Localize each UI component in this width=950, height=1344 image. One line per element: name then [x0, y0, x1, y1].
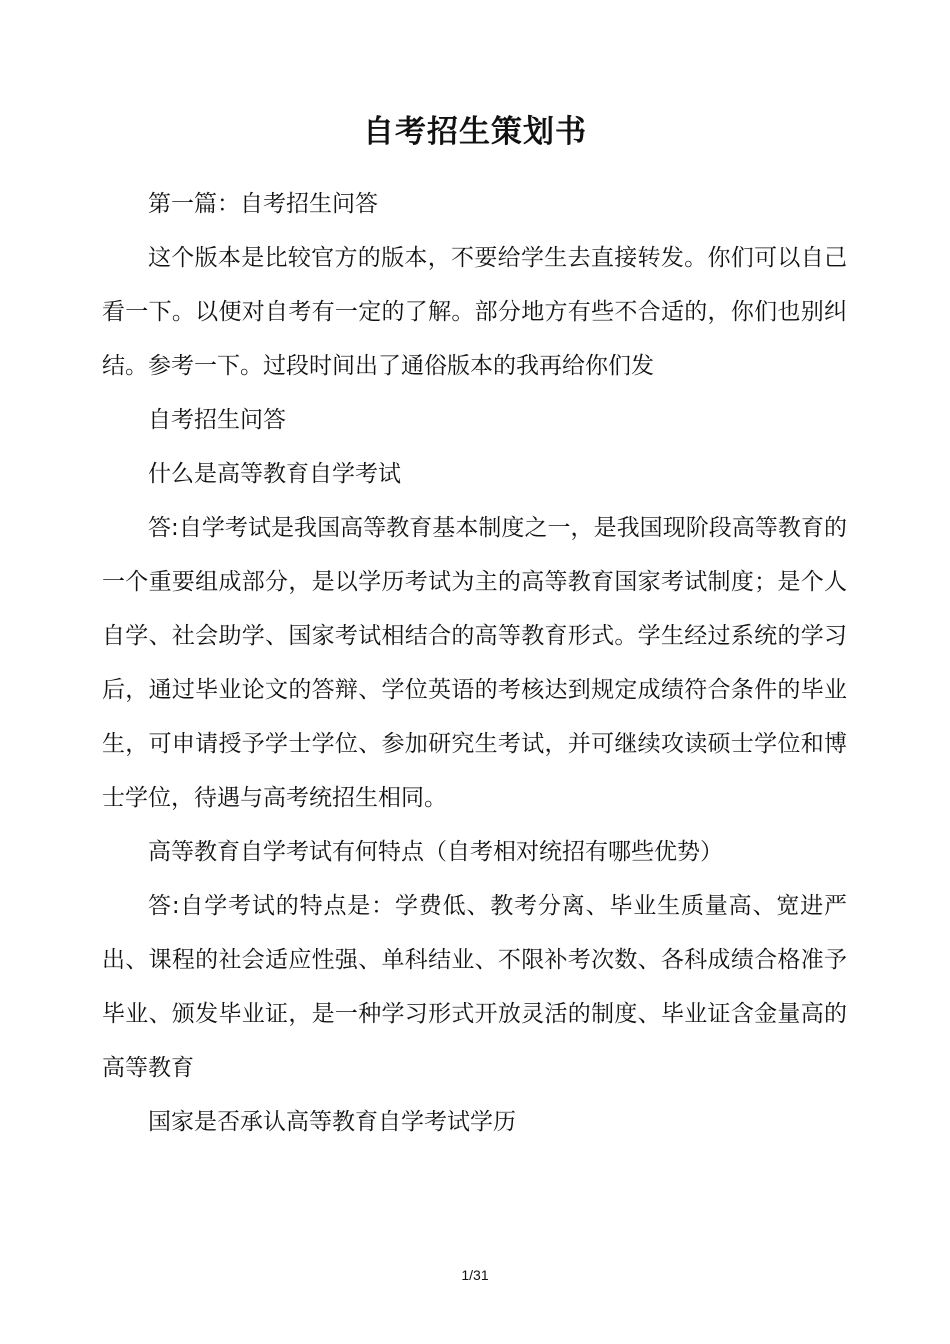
intro-paragraph: 这个版本是比较官方的版本，不要给学生去直接转发。你们可以自己看一下。以便对自考有一定的了解。部分地方有些不合适的，你们也别纠结。参考一下。过段时间出了通俗版本的我再给你们发: [102, 245, 847, 379]
section-heading: 第一篇：自考招生问答: [148, 191, 378, 217]
answer-1: 答:自学考试是我国高等教育基本制度之一，是我国现阶段高等教育的一个重要组成部分，是以学历考试为主的高等教育国家考试制度；是个人自学、社会助学、国家考试相结合的高等教育形式。学生经过系统的学习后，通过毕业论文的答辩、学位英语的考核达到规定成绩符合条件的毕业生，可申请授予学士学位、参加研究生考试，并可继续攻读硕士学位和博士学位，待遇与高考统招生相同。: [102, 515, 847, 811]
answer-2: 答:自学考试的特点是：学费低、教考分离、毕业生质量高、宽进严出、课程的社会适应性强、单科结业、不限补考次数、各科成绩合格准予毕业、颁发毕业证，是一种学习形式开放灵活的制度、毕业证含金量高的高等教育: [102, 893, 847, 1081]
qa-heading: 自考招生问答: [148, 407, 286, 433]
page-number: 1/31: [461, 1267, 489, 1283]
question-1: 什么是高等教育自学考试: [148, 461, 401, 487]
question-2: 高等教育自学考试有何特点（自考相对统招有哪些优势）: [148, 839, 723, 865]
question-3: 国家是否承认高等教育自学考试学历: [148, 1109, 516, 1135]
document-title: 自考招生策划书: [363, 114, 587, 150]
document-body: [102, 177, 847, 1149]
